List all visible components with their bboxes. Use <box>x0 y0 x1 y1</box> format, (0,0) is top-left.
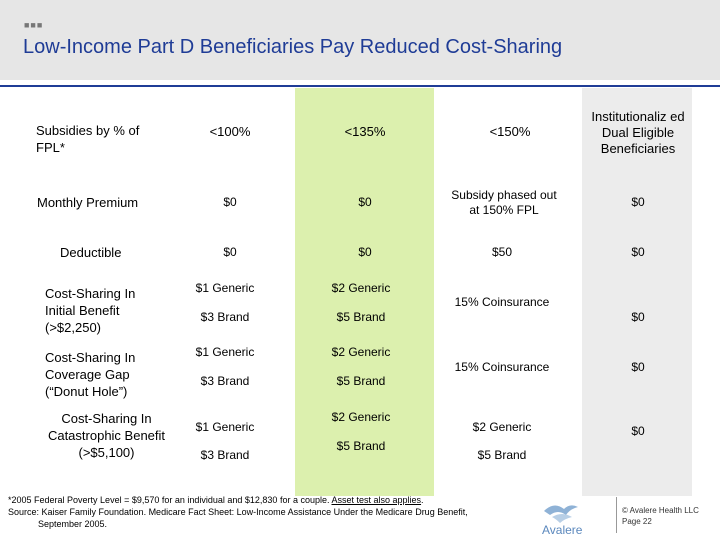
header-dots-icon: ■■■ <box>24 20 44 30</box>
cell-gap-100-brand: $3 Brand <box>200 373 250 388</box>
row-label-monthly-premium: Monthly Premium <box>37 195 139 210</box>
cell-cat-150-generic: $2 Generic <box>472 419 532 434</box>
col-header-135: <135% <box>344 123 386 139</box>
avalere-logo <box>530 497 610 537</box>
corner-header: Subsidies by % of FPL* <box>36 123 140 155</box>
footnote <box>8 494 528 530</box>
col-header-institutional: Institutionaliz ed Dual Eligible Beneficiaries <box>591 109 685 156</box>
cell-cat-150-brand: $5 Brand <box>477 447 527 462</box>
cell-premium-135: $0 <box>358 194 372 209</box>
footnote-fpl: *2005 Federal Poverty Level = $9,570 for an individual and $12,830 for a couple. <box>8 495 332 505</box>
avalere-bird-logo-icon <box>530 497 610 537</box>
cell-cat-institutional: $0 <box>631 423 645 438</box>
cell-gap-100-generic: $1 Generic <box>195 344 255 359</box>
footnote-asset-test: Asset test also applies <box>331 495 422 505</box>
cell-cat-100-generic: $1 Generic <box>195 419 255 434</box>
cell-initial-institutional: $0 <box>631 309 645 324</box>
cell-gap-135-generic: $2 Generic <box>331 344 391 359</box>
page-title: Low-Income Part D Beneficiaries Pay Reduced Cost-Sharing <box>23 36 563 58</box>
copyright-text: © Avalere Health LLC <box>622 506 699 515</box>
cell-initial-100-generic: $1 Generic <box>195 280 255 295</box>
cell-deductible-135: $0 <box>358 244 372 259</box>
logo-wordmark: Avalere <box>542 523 583 537</box>
title-divider <box>0 85 720 87</box>
cell-deductible-100: $0 <box>223 244 237 259</box>
cell-premium-150: Subsidy phased out at 150% FPL <box>451 188 557 217</box>
cell-gap-150: 15% Coinsurance <box>454 359 550 374</box>
cell-cat-100-brand: $3 Brand <box>200 447 250 462</box>
cell-gap-institutional: $0 <box>631 359 645 374</box>
page-number: Page 22 <box>622 517 652 526</box>
row-label-initial-benefit: Cost-Sharing In Initial Benefit (>$2,250) <box>45 286 136 335</box>
cell-initial-100-brand: $3 Brand <box>200 309 250 324</box>
cell-initial-135-generic: $2 Generic <box>331 280 391 295</box>
col-header-150: <150% <box>489 123 531 139</box>
footnote-line-2: Source: Kaiser Family Foundation. Medicare Fact Sheet: Low-Income Assistance Under the Medicare Drug Benefit, <box>8 507 468 517</box>
cell-initial-150: 15% Coinsurance <box>454 294 550 309</box>
footnote-line-1 <box>8 494 528 506</box>
slide-header <box>0 0 720 80</box>
cell-gap-135-brand: $5 Brand <box>336 373 386 388</box>
row-label-coverage-gap: Cost-Sharing In Coverage Gap (“Donut Hole”) <box>45 350 136 399</box>
cell-deductible-institutional: $0 <box>631 244 645 259</box>
cell-cat-135-generic: $2 Generic <box>331 409 391 424</box>
footnote-line-3: September 2005. <box>38 519 108 529</box>
cell-deductible-150: $50 <box>491 244 513 259</box>
cell-initial-135-brand: $5 Brand <box>336 309 386 324</box>
footer-divider <box>616 497 617 533</box>
cell-premium-institutional: $0 <box>631 194 645 209</box>
row-label-catastrophic: Cost-Sharing In Catastrophic Benefit (>$5,100) <box>47 411 166 460</box>
footer-company <box>622 505 699 527</box>
cell-premium-100: $0 <box>223 194 237 209</box>
row-label-deductible: Deductible <box>60 245 122 260</box>
col-header-100: <100% <box>209 123 251 139</box>
footnote-period: . <box>421 495 424 505</box>
cell-cat-135-brand: $5 Brand <box>336 438 386 453</box>
